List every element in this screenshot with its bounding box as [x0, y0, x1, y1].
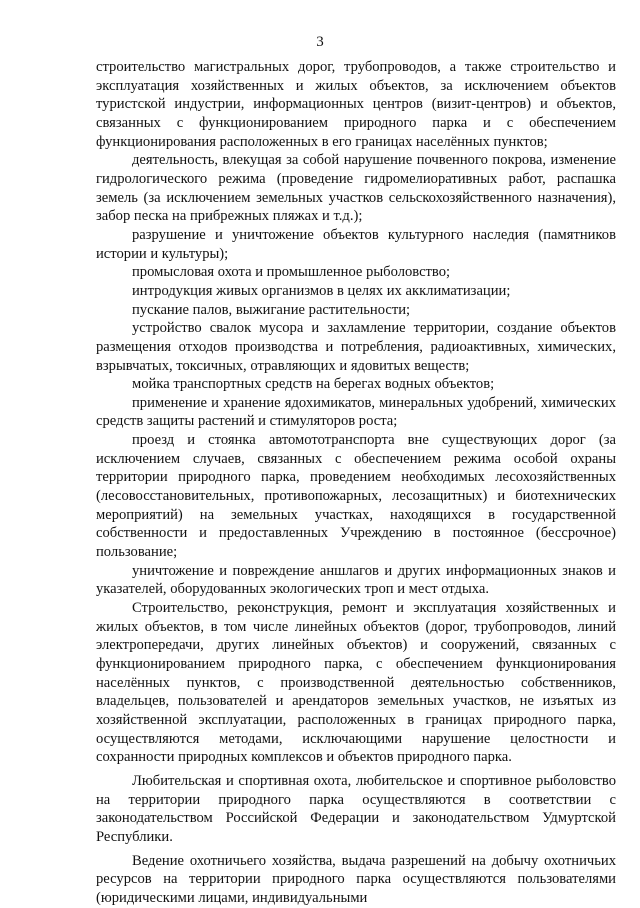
paragraph: Ведение охотничьего хозяйства, выдача разрешений на добычу охотничьих ресурсов на территории природного парка осуществляются пользователями (юридическими лицами, индивидуальными — [96, 852, 616, 906]
paragraph: деятельность, влекущая за собой нарушение почвенного покрова, изменение гидрологического режима (проведение гидромелиоративных работ, распашка земель (за исключением земельных участков сельскохозяйственного назначения), забор песка на прибрежных пляжах и т.д.); — [96, 152, 616, 225]
paragraph: строительство магистральных дорог, трубопроводов, а также строительство и эксплуатация хозяйственных и жилых объектов, за исключением объектов туристской индустрии, информационных центров (визит-центров) и объектов, связанных с функционированием природного парка и с обеспечением функционирования расположенных в его границах населённых пунктов; — [96, 59, 616, 150]
paragraph: пускание палов, выжигание растительности; — [132, 301, 411, 318]
paragraph: Любительская и спортивная охота, любительское и спортивное рыболовство на территории природного парка осуществляются в соответствии с законодательством Российской Федерации и законодательством Удмуртской Республики. — [96, 772, 616, 845]
paragraph: устройство свалок мусора и захламление территории, создание объектов размещения отходов производства и потребления, радиоактивных, химических, взрывчатых, токсичных, отравляющих и ядовитых веществ; — [96, 320, 616, 374]
document-body — [96, 58, 616, 908]
paragraph: разрушение и уничтожение объектов культурного наследия (памятников истории и культуры); — [96, 226, 616, 262]
paragraph: мойка транспортных средств на берегах водных объектов; — [132, 376, 495, 393]
paragraph: интродукция живых организмов в целях их акклиматизации; — [132, 282, 511, 299]
paragraph: промысловая охота и промышленное рыболовство; — [132, 264, 451, 281]
paragraph: применение и хранение ядохимикатов, минеральных удобрений, химических средств защиты растений и стимуляторов роста; — [96, 394, 616, 430]
paragraph: Строительство, реконструкция, ремонт и эксплуатация хозяйственных и жилых объектов, в том числе линейных объектов (дорог, трубопроводов, линий электропередачи, других линейных объектов) и сооружений, связанных с функционированием природного парка, с обеспечением функционирования населённых пунктов, с производственной деятельностью собственников, владельцев, пользователей и арендаторов земельных участков, не изъятых из хозяйственной эксплуатации, расположенных в границах природного парка, осуществляются методами, исключающими нарушение целостности и сохранности природных комплексов и объектов природного парка. — [96, 600, 616, 766]
paragraph: уничтожение и повреждение аншлагов и других информационных знаков и указателей, оборудованных экологических троп и мест отдыха. — [96, 562, 616, 598]
paragraph: проезд и стоянка автомототранспорта вне существующих дорог (за исключением случаев, связанных с обеспечением режима особой охраны территории природного парка, проведением необходимых лесохозяйственных (лесовосстановительных, противопожарных, лесозащитных) и биотехнических мероприятий) на земельных участках, находящихся в государственной собственности и предоставленных Учреждению в постоянное (бессрочное) пользование; — [96, 432, 616, 561]
page-number: 3 — [316, 34, 324, 50]
